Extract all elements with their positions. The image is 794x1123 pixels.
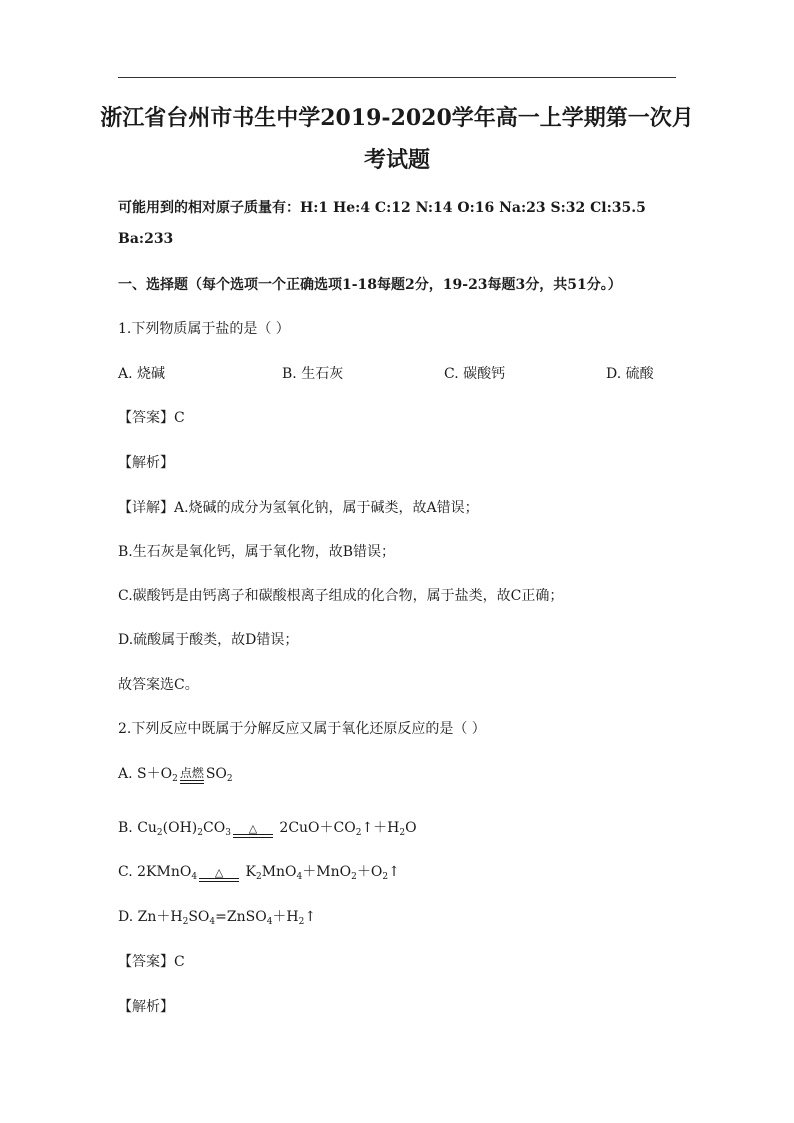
q1-option-b: B. 生石灰 xyxy=(282,366,344,382)
reaction-condition-heat: △ xyxy=(231,824,275,838)
q2-answer: 【答案】C xyxy=(118,954,185,970)
q1-detail-a: 【详解】A.烧碱的成分为氢氧化钠，属于碱类，故A错误； xyxy=(118,500,479,516)
q1-stem: 1.下列物质属于盐的是（ ） xyxy=(118,321,290,337)
q1-option-a: A. 烧碱 xyxy=(118,366,166,382)
q1-detail-c: C.碳酸钙是由钙离子和碳酸根离子组成的化合物，属于盐类，故C正确； xyxy=(118,588,564,604)
document-title-line1: 浙江省台州市书生中学2019-2020学年高一上学期第一次月 xyxy=(100,105,694,131)
q2-option-a: A. $S+O_2$ 点燃 $SO_2$ xyxy=(118,766,233,784)
q1-answer: 【答案】C xyxy=(118,410,185,426)
reaction-condition-heat: △ xyxy=(197,868,241,882)
q1-detail-d: D.硫酸属于酸类，故D错误； xyxy=(118,632,299,648)
atomic-masses-line1: 可能用到的相对原子质量有：H:1 He:4 C:12 N:14 O:16 Na:23 S:32 Cl:35.5 xyxy=(118,200,646,216)
q1-option-d: D. 硫酸 xyxy=(606,366,654,382)
reaction-condition-ignite: 点燃 xyxy=(178,766,206,784)
q2-stem: 2.下列反应中既属于分解反应又属于氧化还原反应的是（ ） xyxy=(118,721,486,737)
q1-option-c: C. 碳酸钙 xyxy=(444,366,506,382)
q2-option-b: B. $Cu_2(OH)_2CO_3$ △ $2CuO+CO_2↑+H_2O$ xyxy=(118,820,417,838)
q1-detail-b: B.生石灰是氧化钙，属于氧化物，故B错误； xyxy=(118,544,396,560)
q1-analysis-label: 【解析】 xyxy=(118,455,174,471)
section-heading: 一、选择题（每个选项一个正确选项1-18每题2分，19-23每题3分，共51分。） xyxy=(118,277,622,293)
q2-analysis-label: 【解析】 xyxy=(118,999,174,1015)
q2-option-d: D. $Zn+H_2SO_4=ZnSO_4+H_2↑$ xyxy=(118,909,317,927)
header-rule xyxy=(118,77,676,78)
q1-conclusion: 故答案选C。 xyxy=(118,677,199,693)
atomic-masses-line2: Ba:233 xyxy=(118,231,174,247)
document-title-line2: 考试题 xyxy=(363,147,430,173)
q2-option-c: C. 2KMnO$_4$ △ $K_2MnO_4+MnO_2+O_2↑$ xyxy=(118,864,400,882)
